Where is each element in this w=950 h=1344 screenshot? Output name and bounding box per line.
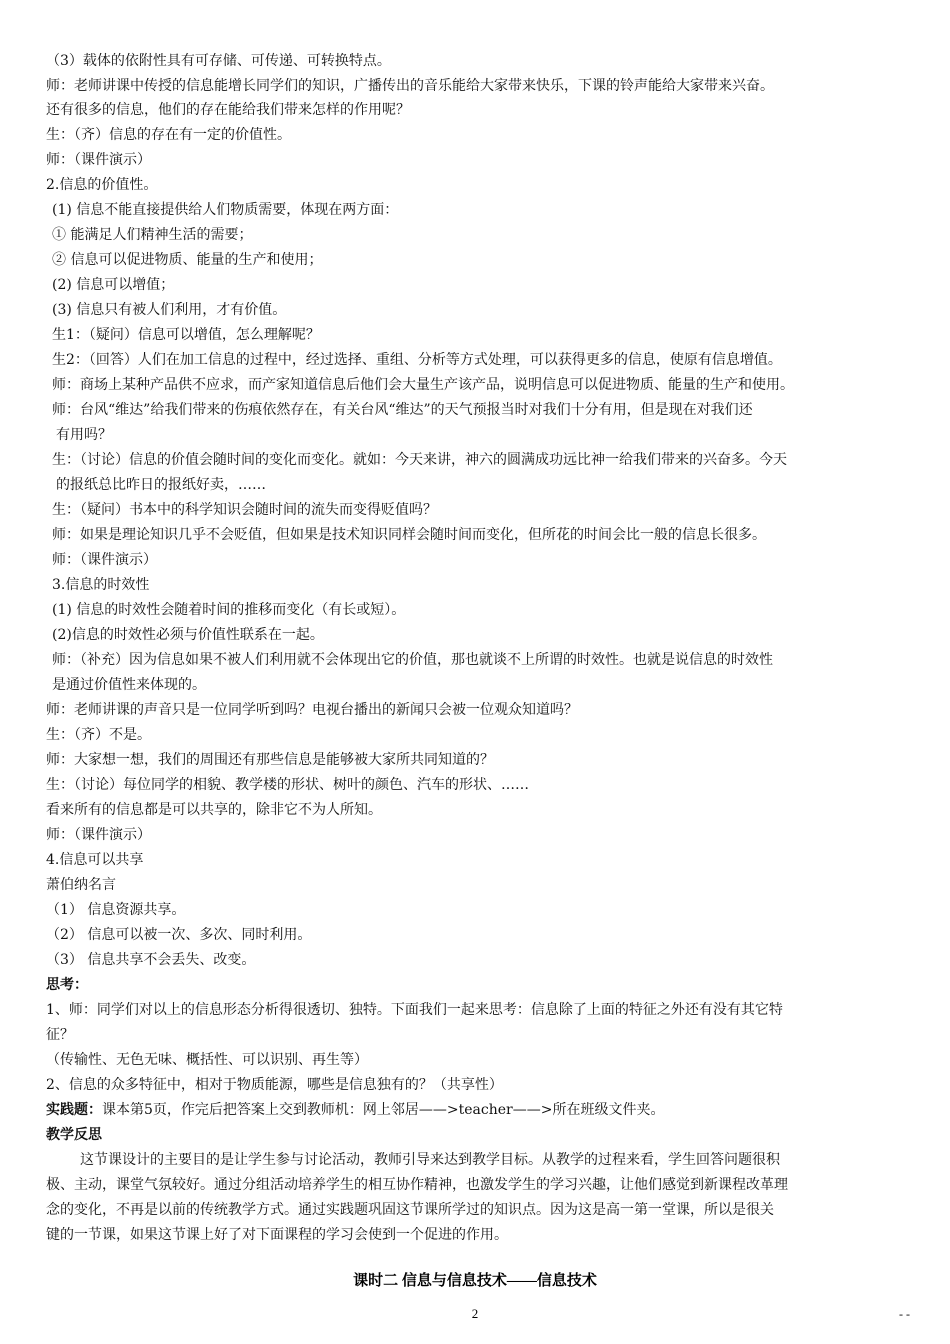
text-line: (1) 信息不能直接提供给人们物质需要，体现在两方面： xyxy=(52,202,399,218)
text-line: 3.信息的时效性 xyxy=(52,577,150,593)
text-line: ① 能满足人们精神生活的需要； xyxy=(52,227,253,243)
text-line: 2.信息的价值性。 xyxy=(46,177,158,193)
text-line: 有用吗？ xyxy=(56,427,112,443)
text-line: 生1：（疑问）信息可以增值，怎么理解呢？ xyxy=(52,327,320,343)
text-line: 师：（课件演示） xyxy=(52,552,157,568)
text-line: 师：（课件演示） xyxy=(46,152,151,168)
bold-label: 实践题： xyxy=(46,1102,102,1118)
text-line: 还有很多的信息，他们的存在能给我们带来怎样的作用呢？ xyxy=(46,102,410,118)
section-title: 课时二 信息与信息技术——信息技术 xyxy=(353,1273,597,1289)
text-line: (2) 信息可以增值； xyxy=(52,277,175,293)
text-line: 2、信息的众多特征中，相对于物质能源，哪些是信息独有的？（共享性） xyxy=(46,1077,503,1093)
text-line: 教学反思 xyxy=(46,1127,102,1143)
text-line xyxy=(0,1101,950,1119)
text-line: 生：（讨论）信息的价值会随时间的变化而变化。就如：今天来讲，神六的圆满成功远比神一给我们带来的兴奋多。今天 xyxy=(52,452,787,468)
text-line: （3） 信息共享不会丢失、改变。 xyxy=(46,952,256,968)
text-line: 师：（补充）因为信息如果不被人们利用就不会体现出它的价值，那也就谈不上所谓的时效性。也就是说信息的时效性 xyxy=(52,652,773,668)
text-line: 生2：（回答）人们在加工信息的过程中，经过选择、重组、分析等方式处理，可以获得更多的信息，使原有信息增值。 xyxy=(52,352,782,368)
text-line: 念的变化，不再是以前的传统教学方式。通过实践题巩固这节课所学过的知识点。因为这是高一第一堂课，所以是很关 xyxy=(46,1202,774,1218)
text-line: 是通过价值性来体现的。 xyxy=(52,677,206,693)
text-line: （2） 信息可以被一次、多次、同时利用。 xyxy=(46,927,312,943)
text-line: （1） 信息资源共享。 xyxy=(46,902,186,918)
text-line: （传输性、无色无味、概括性、可以识别、再生等） xyxy=(46,1052,368,1068)
text-line: 生：（讨论）每位同学的相貌、教学楼的形状、树叶的颜色、汽车的形状、…… xyxy=(46,777,529,793)
text-line: 极、主动，课堂气氛较好。通过分组活动培养学生的相互协作精神，也激发学生的学习兴趣，让他们感觉到新课程改革理 xyxy=(46,1177,788,1193)
text-line: 师：老师讲课的声音只是一位同学听到吗？电视台播出的新闻只会被一位观众知道吗？ xyxy=(46,702,578,718)
text-line: 思考： xyxy=(46,977,88,993)
text-line: 师：（课件演示） xyxy=(46,827,151,843)
text-line: 看来所有的信息都是可以共享的，除非它不为人所知。 xyxy=(46,802,382,818)
text-line: 师：台风“维达”给我们带来的伤痕依然存在，有关台风“维达”的天气预报当时对我们十分有用，但是现在对我们还 xyxy=(52,402,753,418)
text-line: 1、师：同学们对以上的信息形态分析得很透切、独特。下面我们一起来思考：信息除了上面的特征之外还有没有其它特 xyxy=(46,1002,783,1018)
line-rest: 课本第5页，作完后把答案上交到教师机：网上邻居——>teacher——>所在班级文件夹。 xyxy=(102,1102,665,1118)
text-line: 师：如果是理论知识几乎不会贬值，但如果是技术知识同样会随时间而变化，但所花的时间会比一般的信息长很多。 xyxy=(52,527,766,543)
text-line: 生：（疑问）书本中的科学知识会随时间的流失而变得贬值吗？ xyxy=(52,502,437,518)
text-line: 4.信息可以共享 xyxy=(46,852,144,868)
text-line: 师：大家想一想，我们的周围还有那些信息是能够被大家所共同知道的？ xyxy=(46,752,494,768)
text-line: ② 信息可以促进物质、能量的生产和使用； xyxy=(52,252,323,268)
text-line: 键的一节课，如果这节课上好了对下面课程的学习会使到一个促进的作用。 xyxy=(46,1227,508,1243)
text-line: 师：老师讲课中传授的信息能增长同学们的知识，广播传出的音乐能给大家带来快乐，下课的铃声能给大家带来兴奋。 xyxy=(46,78,774,94)
text-line: 征？ xyxy=(46,1027,74,1043)
text-line: (2)信息的时效性必须与价值性联系在一起。 xyxy=(52,627,324,643)
text-line: 这节课设计的主要目的是让学生参与讨论活动，教师引导来达到教学目标。从教学的过程来看，学生回答问题很积 xyxy=(80,1152,780,1168)
corner-mark: - - xyxy=(899,1307,910,1321)
text-line: 生：（齐）不是。 xyxy=(46,727,151,743)
text-line: (3) 信息只有被人们利用，才有价值。 xyxy=(52,302,287,318)
text-line: 萧伯纳名言 xyxy=(46,877,116,893)
page-number: 2 xyxy=(471,1306,479,1321)
text-line: 生：（齐）信息的存在有一定的价值性。 xyxy=(46,127,291,143)
text-line: (1) 信息的时效性会随着时间的推移而变化（有长或短）。 xyxy=(52,602,406,618)
text-line: 师：商场上某种产品供不应求，而产家知道信息后他们会大量生产该产品，说明信息可以促进物质、能量的生产和使用。 xyxy=(52,377,794,393)
text-line: （3）载体的依附性具有可存储、可传递、可转换特点。 xyxy=(46,53,391,69)
text-line: 的报纸总比昨日的报纸好卖，…… xyxy=(56,477,266,493)
